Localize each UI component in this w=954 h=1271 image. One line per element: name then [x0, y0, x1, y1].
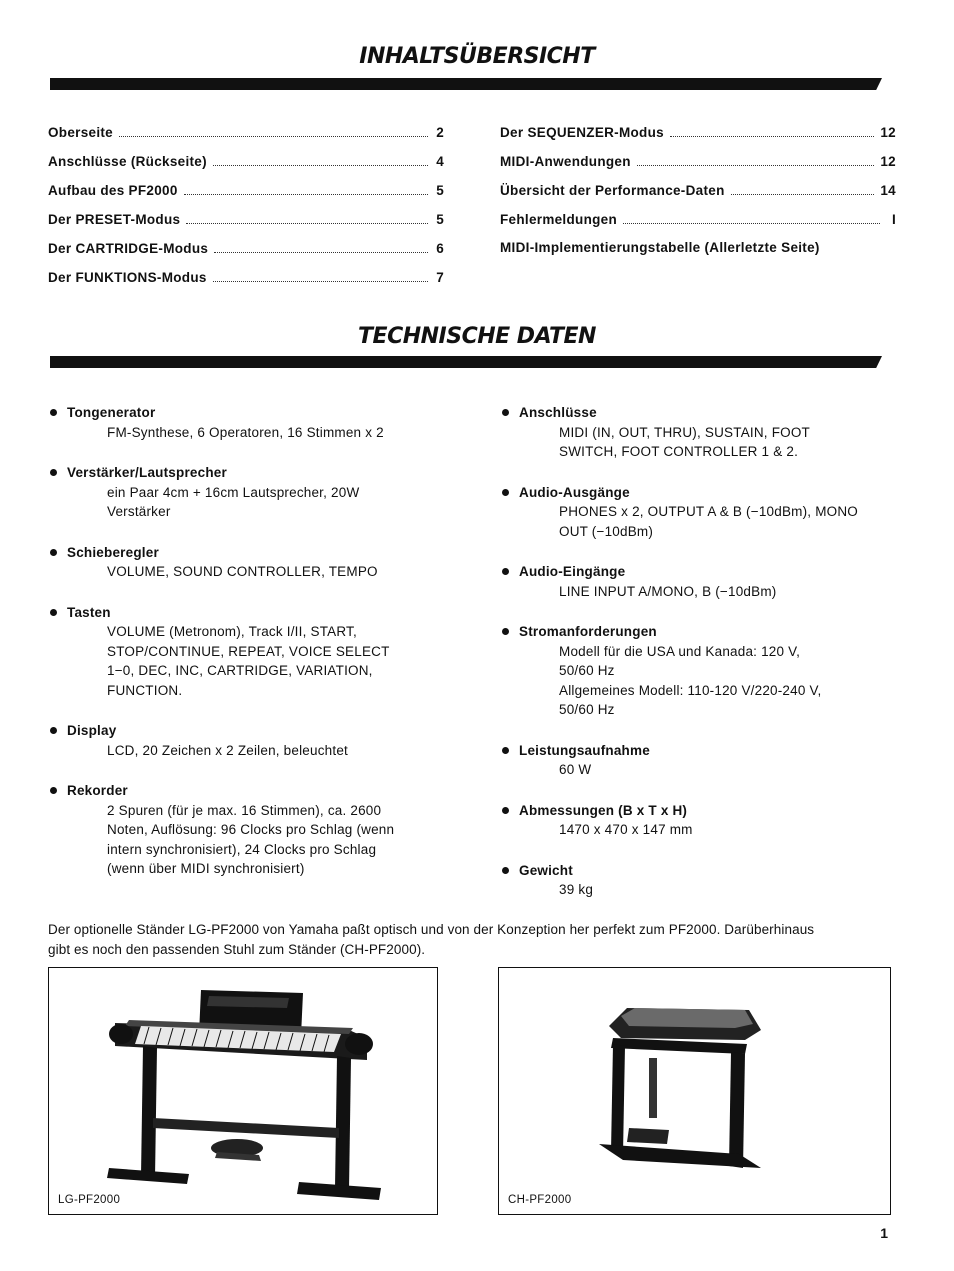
- toc-entry-label: Oberseite: [48, 125, 113, 140]
- spec-item: [500, 403, 896, 462]
- spec-value-line: 50/60 Hz: [559, 663, 615, 678]
- spec-heading-text: Tongenerator: [67, 405, 156, 420]
- spec-heading: [500, 741, 896, 761]
- spec-item: [48, 543, 444, 582]
- toc-entry-page: 6: [436, 241, 444, 256]
- toc-entry: [500, 240, 896, 269]
- toc-entry-label: Fehlermeldungen: [500, 212, 618, 227]
- toc-entry-page: 5: [436, 183, 444, 198]
- toc-entry-label: MIDI-Implementierungstabelle (Allerletzte Seite): [500, 240, 820, 255]
- toc-leader-dots: [623, 211, 880, 224]
- spec-value: [559, 642, 896, 720]
- stand-note-line-2: gibt es noch den passenden Stuhl zum Ständer (CH-PF2000).: [48, 942, 426, 957]
- specs-left-column: [48, 403, 444, 879]
- spec-value-line: 2 Spuren (für je max. 16 Stimmen), ca. 2600: [107, 802, 382, 818]
- toc-entry-page: 5: [436, 212, 444, 227]
- spec-value-line: FM-Synthese, 6 Operatoren, 16 Stimmen x 2: [107, 424, 384, 440]
- spec-value: [107, 562, 444, 582]
- toc-leader-dots: [184, 182, 428, 195]
- spec-value: [559, 820, 896, 840]
- spec-value-line: Allgemeines Modell: 110-120 V/220-240 V,: [559, 682, 822, 698]
- spec-item: [48, 781, 444, 879]
- spec-value: [107, 622, 444, 700]
- keyboard-stand-figure: [48, 967, 438, 1215]
- spec-heading: [500, 562, 896, 582]
- stand-note-line-1: Der optionelle Ständer LG-PF2000 von Yamaha paßt optisch und von der Konzeption her perfekt zum PF2000. Darüberhinaus: [48, 922, 815, 937]
- spec-value-line: Noten, Auflösung: 96 Clocks pro Schlag (wenn: [107, 822, 395, 837]
- spec-heading-text: Audio-Eingänge: [519, 564, 626, 579]
- bullet-icon: [502, 489, 509, 496]
- toc-entry-label: Anschlüsse (Rückseite): [48, 154, 207, 169]
- spec-heading-text: Gewicht: [519, 862, 573, 878]
- spec-heading: [500, 483, 896, 503]
- bullet-icon: [50, 787, 57, 794]
- spec-heading: [500, 801, 896, 821]
- spec-heading-text: Leistungsaufnahme: [519, 742, 650, 758]
- spec-value: [559, 582, 896, 602]
- spec-value-line: MIDI (IN, OUT, THRU), SUSTAIN, FOOT: [559, 424, 810, 440]
- bullet-icon: [50, 609, 57, 616]
- spec-value: [559, 423, 896, 462]
- bullet-icon: [502, 747, 509, 754]
- bullet-icon: [50, 469, 57, 476]
- toc-entry-label: Der SEQUENZER-Modus: [500, 125, 664, 140]
- spec-item: [48, 463, 444, 522]
- toc-leader-dots: [186, 211, 428, 224]
- toc-entry: [48, 240, 444, 269]
- toc-entry-page: 2: [436, 125, 444, 140]
- specs-title-rule: [50, 356, 882, 368]
- toc-leader-dots: [637, 153, 875, 166]
- spec-value: [559, 760, 896, 780]
- toc-entry-page: 7: [436, 270, 444, 285]
- bullet-icon: [502, 409, 509, 416]
- toc-entry-page: I: [891, 212, 896, 227]
- toc-left-column: [48, 124, 444, 298]
- keyboard-stand-illustration: [49, 968, 437, 1214]
- spec-value-line: 60 W: [559, 762, 592, 777]
- spec-item: [48, 721, 444, 760]
- toc-entry: [500, 182, 896, 211]
- toc-leader-dots: [670, 124, 874, 137]
- keyboard-stand-caption: LG-PF2000: [58, 1194, 121, 1206]
- toc-entry-page: 4: [436, 154, 444, 169]
- spec-item: [48, 603, 444, 701]
- spec-heading-text: Schieberegler: [67, 544, 159, 560]
- bullet-icon: [502, 867, 509, 874]
- spec-heading: [48, 463, 444, 483]
- toc-leader-dots: [213, 269, 428, 282]
- spec-value-line: PHONES x 2, OUTPUT A & B (−10dBm), MONO: [559, 504, 858, 519]
- page-number: 1: [880, 1225, 888, 1241]
- toc-leader-dots: [731, 182, 875, 195]
- spec-value-line: LINE INPUT A/MONO, B (−10dBm): [559, 583, 777, 599]
- toc-entry: [48, 269, 444, 298]
- spec-heading: [500, 861, 896, 881]
- spec-heading-text: Verstärker/Lautsprecher: [67, 465, 227, 480]
- toc-entry: [48, 124, 444, 153]
- toc-entry-label: Aufbau des PF2000: [48, 183, 178, 198]
- bullet-icon: [50, 549, 57, 556]
- toc-entry-page: 14: [880, 183, 896, 198]
- spec-item: [500, 483, 896, 542]
- toc-entry-page: 12: [880, 125, 896, 140]
- spec-value-line: FUNCTION.: [107, 682, 183, 698]
- spec-item: [500, 861, 896, 900]
- spec-heading: [48, 603, 444, 623]
- spec-value-line: intern synchronisiert), 24 Clocks pro Schlag: [107, 841, 377, 857]
- bench-caption: CH-PF2000: [508, 1194, 572, 1206]
- toc-entry-page: 12: [880, 154, 896, 169]
- toc-leader-dots: [119, 124, 428, 137]
- spec-value-line: 39 kg: [559, 882, 594, 897]
- spec-value-line: Verstärker: [107, 504, 171, 519]
- spec-heading: [500, 622, 896, 642]
- spec-value: [107, 741, 444, 761]
- toc-entry-label: MIDI-Anwendungen: [500, 154, 631, 169]
- spec-value-line: (wenn über MIDI synchronisiert): [107, 861, 305, 876]
- toc-entry-label: Übersicht der Performance-Daten: [500, 183, 725, 198]
- spec-value-line: Modell für die USA und Kanada: 120 V,: [559, 643, 801, 659]
- spec-value-line: 50/60 Hz: [559, 702, 615, 717]
- spec-heading: [48, 781, 444, 801]
- specs-right-column: [500, 403, 896, 900]
- bullet-icon: [502, 807, 509, 814]
- toc-entry: [500, 124, 896, 153]
- spec-value-line: STOP/CONTINUE, REPEAT, VOICE SELECT: [107, 643, 390, 659]
- spec-heading: [500, 403, 896, 423]
- spec-item: [500, 622, 896, 720]
- spec-heading-text: Rekorder: [67, 783, 128, 798]
- spec-value: [107, 423, 444, 443]
- spec-heading-text: Audio-Ausgänge: [519, 484, 630, 500]
- spec-item: [500, 741, 896, 780]
- spec-heading: [48, 543, 444, 563]
- spec-heading-text: Stromanforderungen: [519, 624, 657, 639]
- toc-entry: [500, 153, 896, 182]
- stand-note: [48, 920, 894, 960]
- bench-illustration: [499, 968, 890, 1214]
- toc-entry: [48, 211, 444, 240]
- bullet-icon: [502, 628, 509, 635]
- spec-heading-text: Display: [67, 723, 117, 738]
- toc-title-rule: [50, 78, 882, 90]
- spec-heading-text: Anschlüsse: [519, 405, 597, 420]
- spec-item: [500, 562, 896, 601]
- spec-value: [107, 483, 444, 522]
- specs-title: TECHNISCHE DATEN: [358, 324, 596, 349]
- spec-value-line: VOLUME (Metronom), Track I/II, START,: [107, 624, 357, 639]
- spec-value-line: OUT (−10dBm): [559, 523, 654, 539]
- spec-heading-text: Tasten: [67, 604, 111, 620]
- bullet-icon: [502, 568, 509, 575]
- toc-entry: [48, 153, 444, 182]
- spec-value: [559, 880, 896, 900]
- spec-value-line: 1−0, DEC, INC, CARTRIDGE, VARIATION,: [107, 663, 373, 678]
- toc-leader-dots: [213, 153, 428, 166]
- toc-title: INHALTSÜBERSICHT: [359, 44, 595, 69]
- spec-value-line: VOLUME, SOUND CONTROLLER, TEMPO: [107, 564, 378, 579]
- spec-value: [107, 801, 444, 879]
- spec-value-line: ein Paar 4cm + 16cm Lautsprecher, 20W: [107, 484, 360, 500]
- toc-right-column: [500, 124, 896, 269]
- spec-heading-text: Abmessungen (B x T x H): [519, 802, 688, 818]
- spec-value-line: LCD, 20 Zeichen x 2 Zeilen, beleuchtet: [107, 742, 348, 758]
- toc-entry-label: Der FUNKTIONS-Modus: [48, 270, 207, 285]
- toc-leader-dots: [214, 240, 428, 253]
- spec-value: [559, 502, 896, 541]
- bullet-icon: [50, 727, 57, 734]
- toc-entry-label: Der PRESET-Modus: [48, 212, 181, 227]
- spec-heading: [48, 721, 444, 741]
- spec-value-line: SWITCH, FOOT CONTROLLER 1 & 2.: [559, 444, 799, 459]
- spec-value-line: 1470 x 470 x 147 mm: [559, 822, 693, 837]
- bullet-icon: [50, 409, 57, 416]
- spec-item: [48, 403, 444, 442]
- spec-heading: [48, 403, 444, 423]
- toc-entry-label: Der CARTRIDGE-Modus: [48, 241, 209, 256]
- toc-entry: [500, 211, 896, 240]
- toc-entry: [48, 182, 444, 211]
- bench-figure: [498, 967, 891, 1215]
- spec-item: [500, 801, 896, 840]
